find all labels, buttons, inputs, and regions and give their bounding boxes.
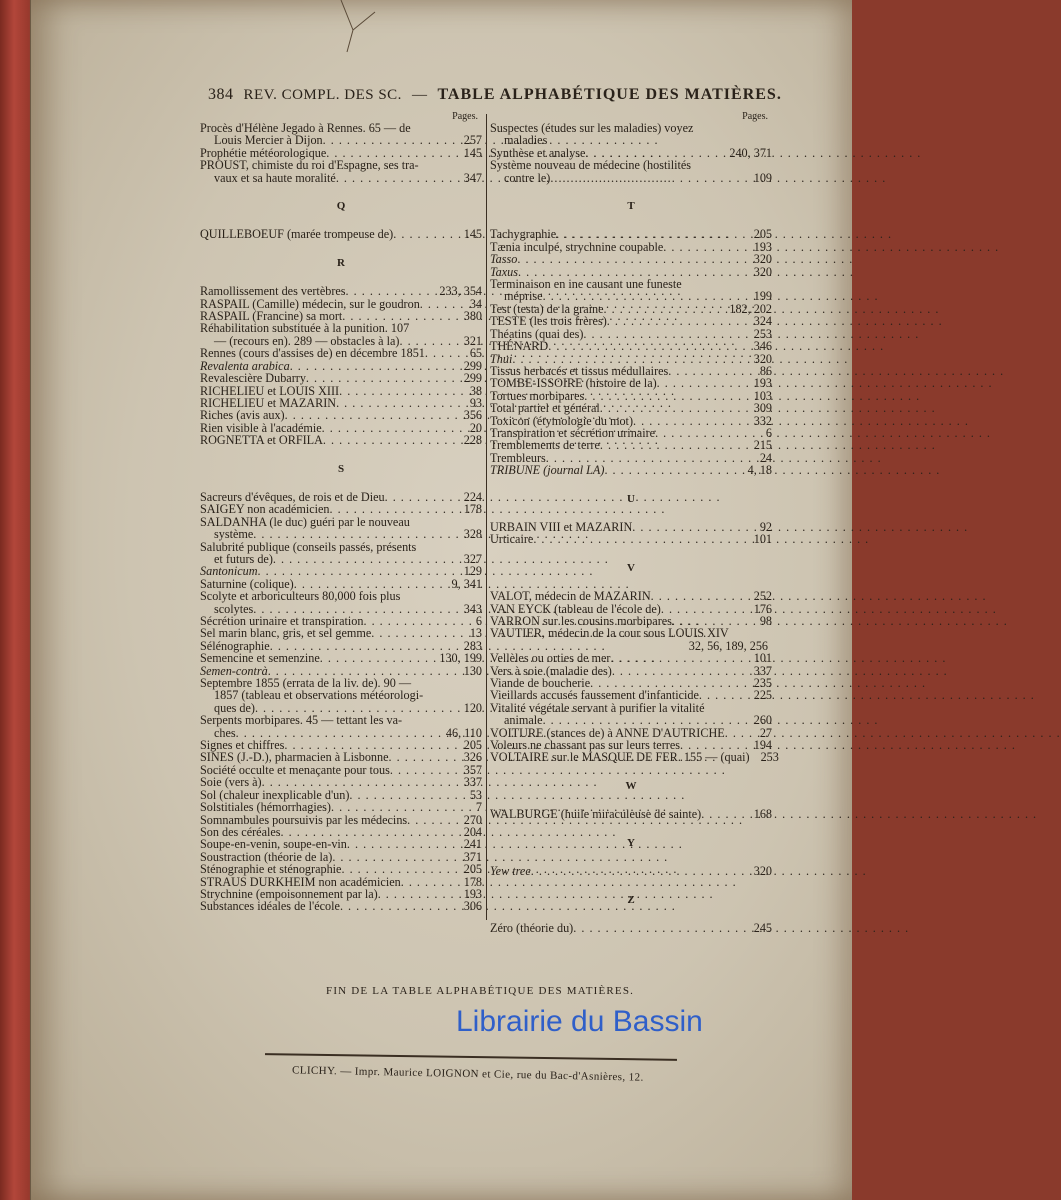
leader-dots (253, 528, 460, 540)
index-entry (490, 922, 772, 934)
index-entry (490, 533, 772, 545)
entry-page-refs: 65 (469, 346, 482, 361)
entry-text: Soupe-en-venin, soupe-en-vin (200, 837, 347, 852)
index-entry (490, 689, 772, 701)
entry-page-refs: 327 (463, 551, 482, 566)
index-entry (200, 409, 482, 421)
entry-text: Son des céréales (200, 824, 281, 839)
entry-text: Société occulte et menaçante pour tous (200, 762, 390, 777)
entry-page-refs: 130 (463, 663, 482, 678)
section-letter: Z (627, 893, 635, 906)
entry-page-refs: 6 (765, 425, 772, 440)
entry-page-refs: 86 (759, 363, 772, 378)
index-entry (490, 750, 779, 765)
entry-text: RASPAIL (Camille) médecin, sur le goudron (200, 296, 420, 311)
entry-page-refs: 7 (475, 800, 482, 815)
index-entry (490, 652, 772, 664)
leader-dots (533, 533, 750, 545)
index-entry (490, 340, 772, 352)
section-letter: Q (336, 200, 346, 213)
index-entry (490, 439, 772, 451)
section-letter: T (627, 200, 635, 213)
index-entry (200, 565, 482, 577)
entry-text: Rien visible à l'académie (200, 420, 322, 435)
entry-text: scolytes (214, 601, 254, 616)
index-entry (490, 377, 772, 389)
entry-page-refs: 129 (463, 564, 482, 579)
entry-text: Thui (490, 351, 513, 366)
printer-imprint: CLICHY. — Impr. Maurice LOIGNON et Cie, rue du Bac-d'Asnières, 12. (291, 1064, 644, 1084)
entry-page-refs: 326 (463, 750, 482, 765)
entry-text: Procès d'Hélène Jegado à Rennes. 65 — de (200, 121, 411, 135)
leader-dots (531, 865, 751, 877)
entry-text: Sel marin blanc, gris, et sel gemme (200, 626, 372, 641)
entry-page-refs: 98 (759, 614, 772, 628)
pages-heading: Pages. (742, 111, 768, 122)
index-entry (490, 865, 772, 877)
entry-page-refs: 235 (753, 676, 772, 691)
entry-page-refs: 194 (753, 738, 772, 753)
index-entry (200, 627, 482, 639)
entry-text: WALBURGE (huile miraculeuse de sainte) (490, 807, 702, 822)
entry-text: Synthèse et analyse (490, 145, 586, 160)
entry-page-refs: 13 (469, 626, 482, 641)
entry-page-refs: 145 (463, 145, 482, 160)
pages-heading: Pages. (452, 111, 478, 122)
index-column-left (200, 112, 482, 913)
leader-dots (556, 228, 751, 240)
entry-page-refs: 321 (463, 333, 482, 348)
index-entry (200, 372, 482, 384)
entry-text: Trembleurs (490, 450, 546, 465)
entry-text: animale (504, 713, 543, 728)
entry-text: Soustraction (théorie de la) (200, 849, 333, 864)
index-entry-continuation (490, 172, 772, 184)
entry-text: Total partiel et général (490, 401, 600, 416)
index-entry (200, 347, 482, 359)
entry-page-refs: 24 (759, 450, 772, 465)
entry-text: Strychnine (empoisonnement par la) (200, 886, 378, 901)
entry-text: Système nouveau de médecine (hostilités (490, 158, 692, 173)
entry-text: Sécrétion urinaire et transpiration (200, 614, 364, 628)
index-column-right (490, 111, 779, 935)
entry-text: THÉNARD (490, 339, 549, 354)
entry-text: système (214, 527, 254, 542)
entry-text: Suspectes (études sur les maladies) voyez (490, 121, 694, 135)
entry-text: Solstitiales (hémorrhagies) (200, 800, 331, 815)
entry-text: RASPAIL (Francine) sa mort (200, 309, 343, 324)
entry-text: maladies (504, 133, 548, 148)
entry-page-refs: 347 (463, 170, 482, 185)
leader-dots (320, 652, 437, 664)
leader-dots (600, 439, 751, 451)
entry-text: Tasso (490, 252, 518, 267)
leader-dots (604, 464, 744, 476)
leader-dots (543, 290, 751, 302)
index-entry (200, 285, 482, 297)
entry-page-refs: 215 (753, 438, 772, 453)
entry-text: ROGNETTA et ORFILA (200, 433, 323, 448)
leader-dots (701, 808, 751, 820)
entry-page-refs: 309 (753, 401, 772, 416)
entry-page-refs: 130, 199 (439, 651, 482, 666)
entry-text: Semencine et semenzine (200, 651, 320, 666)
entry-text: SINES (J.-D.), pharmacien à Lisbonne (200, 750, 389, 765)
index-entry-continuation (200, 172, 482, 184)
entry-page-refs: 27 (759, 725, 772, 740)
leader-dots (346, 285, 437, 297)
entry-text: Test (testa) de la graine (490, 301, 604, 316)
index-entry (200, 751, 482, 763)
entry-page-refs: 101 (753, 532, 772, 547)
index-entry-continuation (490, 134, 772, 146)
entry-page-refs: 380 (463, 309, 482, 324)
entry-text: TOMBE-ISSOIRE (histoire de la) (490, 376, 657, 391)
page-title: TABLE ALPHABÉTIQUE DES MATIÈRES. (437, 86, 782, 103)
index-entry (200, 228, 482, 240)
index-entry (200, 900, 482, 912)
index-entry (490, 627, 772, 639)
leader-dots (330, 503, 461, 515)
entry-text: Terminaison en ine causant une funeste (490, 277, 682, 292)
leader-dots (258, 565, 461, 577)
entry-text: TESTE (les trois frères) (490, 314, 607, 329)
section-letter: S (337, 462, 345, 475)
leader-dots (550, 172, 750, 184)
index-entry (490, 402, 772, 414)
entry-page-refs: 233, 354 (439, 284, 482, 299)
entry-text: STRAUS DURKHEIM non académicien (200, 874, 401, 889)
entry-text: Vieillards accusés faussement d'infanticide (490, 688, 699, 703)
entry-text: Prophétie météorologique (200, 145, 327, 160)
entry-page-refs: 357 (463, 762, 482, 777)
entry-text: Tænia inculpé, strychnine coupable (490, 239, 664, 254)
index-entry (200, 590, 482, 602)
entry-text: Somnambules poursuivis par les médecins (200, 812, 408, 827)
section-letter: U (627, 492, 635, 505)
entry-text: Urticaire (490, 532, 534, 547)
entry-text: Rennes (cours d'assises de) en décembre 1851 (200, 346, 425, 361)
entry-text: Saturnine (colique) (200, 576, 294, 591)
entry-page-refs: 103 (753, 388, 772, 403)
entry-page-refs: 332 (753, 413, 772, 428)
index-entry (200, 714, 482, 726)
page-header (208, 86, 782, 104)
entry-page-refs: 109 (753, 170, 772, 185)
leader-dots (389, 751, 461, 763)
entry-page-refs: 260 (753, 713, 772, 728)
section-letter: R (337, 256, 345, 269)
entry-page-refs: 320 (753, 351, 772, 366)
entry-text: Signes et chiffres (200, 738, 285, 753)
entry-page-refs: 168 (753, 807, 772, 822)
entry-text: Vellèles ou orties de mer (490, 651, 611, 666)
entry-page-refs: 337 (753, 663, 772, 678)
entry-page-refs: 204 (463, 824, 482, 839)
entry-page-refs: 205 (463, 738, 482, 753)
leader-dots (331, 801, 473, 813)
entry-page-refs: 245 (753, 920, 772, 935)
entry-page-refs: 356 (463, 408, 482, 423)
index-entry (490, 253, 772, 265)
entry-text: TRIBUNE (journal LA) (490, 463, 605, 478)
entry-text: Louis Mercier à Dijon (214, 133, 323, 148)
entry-text: Taxus (490, 264, 518, 279)
entry-page-refs: 205 (753, 227, 772, 242)
index-page-refs: 32, 56, 189, 256 (688, 638, 768, 653)
section-letter: Y (627, 836, 635, 849)
entry-text: méprise (504, 289, 543, 304)
entry-page-refs: 176 (753, 601, 772, 616)
entry-page-refs: 306 (463, 899, 482, 914)
index-entry (200, 838, 482, 850)
leader-dots (610, 652, 750, 664)
entry-text: QUILLEBOEUF (marée trompeuse de) (200, 227, 394, 242)
index-entry (200, 434, 482, 446)
leader-dots (425, 347, 467, 359)
index-entry (490, 228, 772, 240)
entry-text: Théatins (quai des) (490, 326, 584, 341)
entry-page-refs: 193 (463, 886, 482, 901)
entry-text: PROUST, chimiste du roi d'Espagne, ses tra- (200, 158, 419, 173)
entry-page-refs: 34 (469, 296, 482, 311)
entry-text: Sacreurs d'évêques, de rois et de Dieu (200, 489, 385, 504)
entry-page-refs: 178 (463, 502, 482, 517)
entry-text: Santonicum (200, 564, 258, 579)
entry-page-refs: 346 (753, 339, 772, 354)
entry-page-refs: 38 (469, 383, 482, 398)
index-entry-continuation (200, 528, 482, 540)
entry-page-refs: 20 (469, 420, 482, 435)
entry-text: Tachygraphie (490, 227, 557, 242)
entry-text: Sol (chaleur inexplicable d'un) (200, 787, 350, 802)
entry-text: Ramollissement des vertèbres (200, 284, 346, 299)
entry-page-refs: 101 (753, 651, 772, 666)
entry-page-refs: 270 (463, 812, 482, 827)
entry-page-refs: 253 (760, 750, 779, 765)
entry-page-refs: 193 (753, 376, 772, 391)
entry-page-refs: 225 (753, 688, 772, 703)
entry-text: VOLTAIRE sur le MASQUE DE FER. 155 — (quai) (490, 750, 750, 765)
entry-page-refs: 257 (463, 133, 482, 148)
leader-dots (651, 590, 751, 602)
entry-page-refs: 199 (753, 289, 772, 304)
page-number: 384 (208, 86, 234, 103)
index-entry (490, 590, 772, 602)
entry-page-refs: 337 (463, 775, 482, 790)
entry-page-refs: 241 (463, 837, 482, 852)
entry-text: Tremblements de terre (490, 438, 600, 453)
entry-text: Vers à soie (maladie des) (490, 663, 612, 678)
section-letter: W (625, 779, 637, 792)
entry-text: Riches (avis aux) (200, 408, 285, 423)
leader-dots (323, 434, 461, 446)
entry-text: VAUTIER, médecin de la cour sous LOUIS XIV (490, 626, 729, 641)
entry-page-refs: 145 (463, 227, 482, 242)
entry-text: Revalescière Dubarry (200, 371, 306, 386)
entry-page-refs: 320 (753, 264, 772, 279)
entry-text: VARRON sur les cousins morbipares (490, 614, 672, 628)
entry-text: RICHELIEU et MAZARIN (200, 395, 337, 410)
entry-page-refs: 9, 341 (451, 576, 482, 591)
leader-dots (573, 922, 750, 934)
entry-page-refs: 4, 18 (747, 463, 772, 478)
entry-page-refs: 228 (463, 433, 482, 448)
index-entry (490, 464, 772, 476)
index-entry-continuation (490, 714, 772, 726)
entry-text: RICHELIEU et LOUIS XIII (200, 383, 340, 398)
entry-page-refs: 224 (463, 489, 482, 504)
index-entry (200, 503, 482, 515)
entry-text: VOITURE (stances de) à ANNE D'AUTRICHE (490, 725, 725, 740)
entry-text: SALDANHA (le duc) guéri par le nouveau (200, 514, 410, 529)
leader-dots (543, 714, 751, 726)
entry-page-refs: 320 (753, 864, 772, 879)
index-entry (490, 808, 772, 820)
entry-text: ques de) (214, 700, 255, 715)
leader-dots (657, 377, 751, 389)
leader-dots (699, 689, 751, 701)
index-entry-continuation (200, 134, 482, 146)
section-letter: V (627, 561, 635, 574)
index-entry (490, 315, 772, 327)
entry-text: Sténographie et sténographie (200, 862, 342, 877)
index-entry (200, 322, 482, 334)
leader-dots (393, 228, 460, 240)
entry-text: vaux et sa haute moralité (214, 170, 336, 185)
entry-text: Sélénographie (200, 638, 270, 653)
entry-text: Toxicon (étymologie du mot) (490, 413, 633, 428)
leader-dots (371, 627, 467, 639)
entry-text: URBAIN VIII et MAZARIN (490, 519, 633, 534)
index-entry (200, 863, 482, 875)
entry-text: Transpiration et sécrétion urinaire (490, 425, 656, 440)
column-divider (486, 114, 487, 920)
entry-page-refs: 371 (463, 849, 482, 864)
entry-page-refs: 53 (469, 787, 482, 802)
entry-page-refs: 299 (463, 358, 482, 373)
entry-text: Viande de boucherie (490, 676, 591, 691)
entry-page-refs: 92 (759, 519, 772, 534)
entry-text: Salubrité publique (conseils passés, présents (200, 539, 417, 554)
entry-text: et futurs de) (214, 551, 273, 566)
entry-page-refs: 182, 202 (729, 301, 772, 316)
leader-dots (548, 340, 750, 352)
entry-text: Substances idéales de l'école (200, 899, 340, 914)
index-entry (200, 652, 482, 664)
entry-page-refs: 120 (463, 700, 482, 715)
entry-text: — (recours en). 289 — obstacles à la) (214, 333, 400, 348)
end-of-table-note: FIN DE LA TABLE ALPHABÉTIQUE DES MATIÈRES. (326, 985, 635, 997)
entry-page-refs: 252 (753, 589, 772, 604)
entry-page-refs: 253 (753, 326, 772, 341)
entry-text: Zéro (théorie du) (490, 920, 574, 935)
entry-text: SAIGEY non académicien (200, 502, 330, 517)
entry-page-refs: 193 (753, 239, 772, 254)
header-dash: — (411, 87, 428, 103)
entry-text: Septembre 1855 (errata de la liv. de). 90 — (200, 676, 412, 691)
bookseller-watermark: Librairie du Bassin (456, 1005, 703, 1038)
leader-dots (323, 134, 461, 146)
entry-page-refs: 343 (463, 601, 482, 616)
entry-page-refs: 299 (463, 371, 482, 386)
leader-dots (340, 900, 461, 912)
entry-text: 1857 (tableau et observations météorologi- (214, 688, 424, 703)
running-title: REV. COMPL. DES SC. (243, 87, 402, 103)
entry-text: Serpents morbipares. 45 — tettant les va- (200, 713, 403, 728)
index-entry (200, 159, 482, 171)
entry-text: ches (214, 725, 236, 740)
leader-dots (285, 409, 461, 421)
entry-page-refs: 240, 371 (729, 145, 772, 160)
entry-text: Voleurs ne chassant pas sur leurs terres (490, 738, 680, 753)
entry-text: Tortues morbipares (490, 388, 585, 403)
entry-text: Scolyte et arboriculteurs 80,000 fois plus (200, 589, 401, 604)
leader-dots (600, 402, 751, 414)
entry-text: VALOT, médecin de MAZARIN (490, 589, 651, 604)
leader-dots (347, 838, 461, 850)
leader-dots (336, 172, 461, 184)
leader-dots (341, 863, 460, 875)
leader-dots (607, 315, 751, 327)
entry-text: Soie (vers à) (200, 775, 262, 790)
index-entry (490, 159, 772, 171)
leader-dots (306, 372, 461, 384)
entry-text: contre le) (504, 170, 551, 185)
entry-text: Revalenta arabica (200, 358, 290, 373)
entry-page-refs: 46, 110 (445, 725, 482, 740)
entry-page-refs: 283 (463, 638, 482, 653)
entry-page-refs: 178 (463, 874, 482, 889)
index-entry-continuation (200, 689, 482, 701)
entry-page-refs: 328 (463, 527, 482, 542)
entry-page-refs: 320 (753, 252, 772, 267)
entry-text: Semen-contrà (200, 663, 268, 678)
entry-page-refs: 324 (753, 314, 772, 329)
leader-dots (262, 776, 461, 788)
index-entry-continuation (490, 290, 772, 302)
entry-text: Vitalité végétale servant à purifier la vitalité (490, 700, 705, 715)
entry-text: Yew tree (490, 864, 531, 879)
entry-text: VAN EYCK (tableau de l'école de) (490, 601, 661, 616)
leader-dots (517, 253, 750, 265)
entry-text: Réhabilitation substituée à la punition. 107 (200, 321, 410, 336)
index-entry (200, 776, 482, 788)
page-tear-mark (331, 0, 391, 60)
entry-page-refs: 93 (469, 395, 482, 410)
index-entry (200, 801, 482, 813)
entry-page-refs: 205 (463, 862, 482, 877)
entry-text: Tissus herbacés et tissus médullaires (490, 363, 669, 378)
entry-page-refs: 6 (475, 614, 482, 628)
